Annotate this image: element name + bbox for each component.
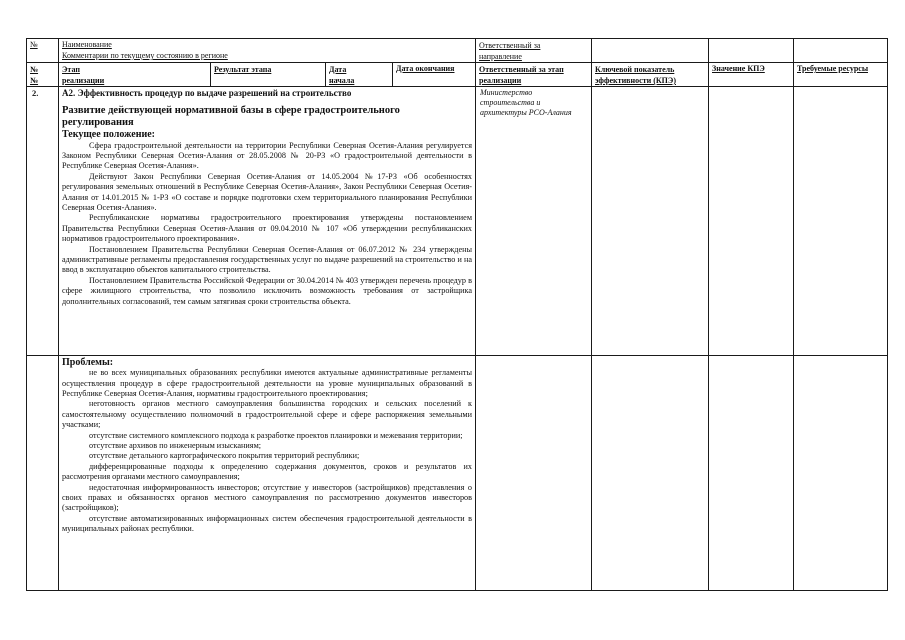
header-comment: Комментарии по текущему состоянию в регионе — [62, 51, 228, 60]
table-border-right — [887, 38, 888, 591]
header-start-date: Дата начала — [329, 65, 355, 85]
header-row2-separator — [26, 86, 888, 87]
responsible-ministry: Министерство строительства и архитектуры РСО-Алания — [480, 88, 572, 117]
table-border-top — [26, 38, 888, 39]
col-divider-kpi — [591, 38, 592, 591]
header-row1-separator — [26, 62, 888, 63]
problems-label: Проблемы: — [62, 357, 114, 368]
row-number: 2. — [32, 88, 39, 98]
problem-item: отсутствие системного комплексного подхода к разработке проектов планировки и межевания территории; — [89, 430, 463, 440]
header-kpi: Ключевой показатель эффективности (КПЭ) — [595, 65, 676, 85]
section-title: А2. Эффективность процедур по выдаче разрешений на строительство — [62, 88, 352, 98]
col-divider-kpi-value — [708, 38, 709, 591]
problem-item: дифференцированные подходы к определению содержания документов, сроков и результатов их рассмотрения органами местного самоуправления; — [62, 461, 472, 482]
problem-item: недостаточная информированность инвесторов; отсутствие у инвесторов (застройщиков) представления о своих правах и обязанностях органов местного самоуправления по рассмотрению документов инвесторов (застройщиков); — [62, 482, 472, 513]
col-divider-resources — [793, 38, 794, 591]
header-result: Результат этапа — [214, 65, 272, 74]
problem-item: неготовность органов местного самоуправления большинства городских и сельских поселений к самостоятельному осуществлению полномочий в градостроительной сфере и сфере распоряжения земельными участками; — [62, 399, 472, 430]
header-num-2: № № — [30, 65, 39, 85]
header-name: Наименование — [62, 40, 112, 49]
table-border-bottom — [26, 590, 888, 591]
problem-item: отсутствие архивов по инженерным изысканиям; — [89, 441, 262, 451]
header-stage: Этап реализации — [62, 65, 105, 85]
section-subtitle: Развитие действующей нормативной базы в сфере градостроительного регулирования — [62, 105, 400, 129]
problem-item: не во всех муниципальных образованиях республики имеются актуальные административные регламенты осуществления процедур в сфере градостроительной деятельности на уровне муниципальных образований в Республике Северная Осетия-Алания, нормативы градостроительного проектирования; — [62, 368, 472, 399]
current-state-label: Текущее положение: — [62, 129, 156, 141]
problem-item: отсутствие детального картографического покрытия территорий республики; — [89, 451, 360, 461]
header-responsible-direction: Ответственный за направление — [479, 41, 541, 61]
current-paragraph: Действуют Закон Республики Северная Осетия-Алания от 14.05.2004 №17-РЗ «Об особенностях регулирования земельных отношений в Республике Северная Осетия-Алания», Закон Республики Северная Осетия-Алания от 14.01.2015 № 1-РЗ «О составе и порядке подготовки схем территориального планирования Республики Северная Осетия-Алания». — [62, 171, 472, 213]
header-responsible-stage: Ответственный за этап реализации — [479, 65, 564, 85]
col-divider-num — [58, 38, 59, 591]
col-divider-responsible — [475, 38, 476, 591]
col-divider-result — [325, 62, 326, 87]
current-state-block — [62, 88, 472, 307]
header-end-date: Дата окончания — [396, 64, 455, 73]
current-paragraph: Сфера градостроительной деятельности на территории Республики Северная Осетия-Алания регулируется Законом Республики Северная Осетия-Алания от 28.05.2008 № 20-РЗ «О градостроительной деятельности в Республике Северная Осетия-Алания». — [62, 140, 472, 171]
header-kpi-value: Значение КПЭ — [712, 64, 765, 73]
current-paragraph: Постановлением Правительства Российской Федерации от 30.04.2014 № 403 утвержден перечень процедур в сфере жилищного строительства, что позволило исключить возможность требования от застройщика дополнительных согласований, тем самым затягивая сроки строительства объекта. — [62, 275, 472, 306]
problems-block — [62, 357, 472, 535]
col-divider-start — [392, 62, 393, 87]
header-num: № — [30, 40, 38, 49]
current-paragraph: Республиканские нормативы градостроительного проектирования утверждены постановлением Правительства Республики Северная Осетия-Алания от 09.04.2010 № 107 «Об утверждении республиканских нормативов градостроительного проектирования». — [62, 213, 472, 244]
table-border-left — [26, 38, 27, 591]
row-separator — [26, 355, 888, 356]
header-resources: Требуемые ресурсы — [797, 64, 869, 73]
problem-item: отсутствие автоматизированных информационных систем обеспечения градостроительной деятельности в муниципальных районах республики. — [62, 513, 472, 534]
col-divider-stage — [210, 62, 211, 87]
current-paragraph: Постановлением Правительства Республики Северная Осетия-Алания от 06.07.2012 № 234 утверждены административные регламенты предоставления государственных услуг по выдаче разрешений на строительство и на ввод в эксплуатацию объектов капитального строительства. — [62, 244, 472, 275]
